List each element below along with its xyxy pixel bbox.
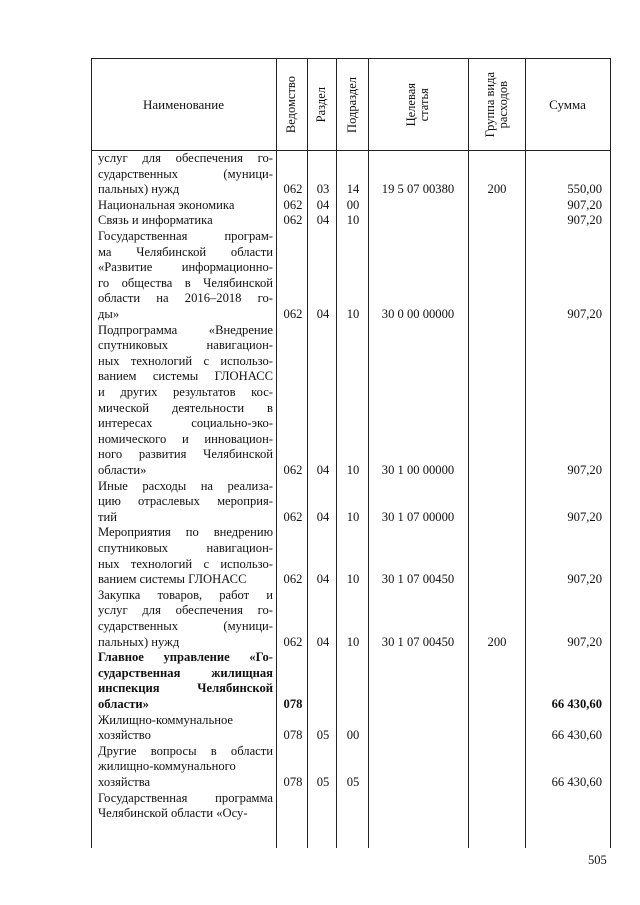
header-name-cell: [91, 59, 276, 150]
row-name: [98, 525, 273, 587]
header-amount-cell: [525, 59, 610, 150]
row-target-article: 30 0 00 00000: [381, 307, 455, 321]
row-amount: 66 430,60: [551, 728, 602, 743]
row-section: 04: [316, 572, 330, 587]
table-row: [91, 151, 611, 198]
row-name-line: Подпрограмма «Внедрение: [98, 322, 273, 337]
row-amount: 907,20: [567, 509, 602, 524]
row-amount: 66 430,60: [551, 696, 602, 711]
row-name-line: номического и инновацион-: [98, 431, 273, 446]
row-name-line: цию отраслевых мероприя-: [98, 494, 273, 509]
table-row: [91, 744, 611, 791]
row-name: [98, 229, 273, 323]
row-department: 062: [283, 213, 303, 228]
page-number: 505: [588, 853, 607, 867]
row-subsection: 14: [346, 182, 360, 197]
row-name-line: пальных) нужд: [98, 634, 180, 649]
row-name: [98, 213, 273, 229]
row-name-line: области»: [98, 696, 149, 711]
row-name-line: го общества в Челябинской: [98, 275, 273, 290]
row-target-article: 30 1 07 00000: [381, 509, 455, 524]
row-department: 062: [283, 634, 303, 649]
row-section: 04: [316, 213, 330, 228]
header-expense-group-cell: [468, 59, 525, 150]
row-name-line: интересах социально-эко-: [98, 416, 273, 431]
row-name-line: Иные расходы на реализа-: [98, 478, 273, 493]
row-name-line: инспекция Челябинской: [98, 681, 273, 696]
row-name-line: Другие вопросы в области: [98, 743, 273, 758]
header-section: Раздел: [314, 86, 328, 123]
row-target-article: 30 1 00 00000: [381, 463, 455, 477]
table-row: [91, 713, 611, 744]
row-name-line: сударственная жилищная: [98, 665, 273, 680]
row-section: 04: [316, 509, 330, 524]
row-target-article: 30 1 07 00450: [381, 634, 455, 649]
row-subsection: 00: [346, 197, 360, 212]
header-subsection-cell: [336, 59, 368, 150]
budget-table: [91, 58, 611, 848]
row-name-line: Государственная программа: [98, 790, 273, 805]
row-name-line: и других результатов кос-: [98, 384, 273, 399]
row-name-line: мической деятельности в: [98, 400, 273, 415]
header-department: Ведомство: [284, 75, 298, 134]
row-name: [98, 713, 273, 744]
row-name-line: тий: [98, 509, 117, 524]
header-target-article-cell: [368, 59, 468, 150]
row-name-line: услуг для обеспечения го-: [98, 603, 273, 618]
table-row: [91, 323, 611, 479]
row-department: 062: [283, 509, 303, 524]
row-department: 062: [283, 463, 303, 477]
row-name-line: Мероприятия по внедрению: [98, 525, 273, 540]
row-name-line: Главное управление «Го-: [98, 650, 273, 665]
table-row: [91, 479, 611, 526]
row-name-line: хозяйства: [98, 774, 151, 789]
row-department: 078: [283, 696, 303, 711]
header-department-cell: [276, 59, 307, 150]
row-subsection: 10: [346, 463, 360, 477]
header-amount: Сумма: [549, 96, 586, 112]
row-department: 078: [283, 728, 303, 743]
row-name-line: ма Челябинской области: [98, 244, 273, 259]
row-name-line: ванием системы ГЛОНАСС: [98, 572, 247, 587]
header-section-cell: [307, 59, 336, 150]
row-name-line: хозяйство: [98, 728, 151, 743]
row-subsection: 10: [346, 213, 360, 228]
row-name: [98, 650, 273, 712]
row-department: 062: [283, 197, 303, 212]
row-name: [98, 151, 273, 198]
row-name-line: области на 2016–2018 го-: [98, 291, 273, 306]
row-subsection: 00: [346, 728, 360, 743]
row-subsection: 10: [346, 509, 360, 524]
table-row: [91, 229, 611, 323]
row-name-line: ды»: [98, 306, 120, 321]
row-name-line: Связь и информатика: [98, 213, 213, 228]
row-name-line: «Развитие информационно-: [98, 260, 273, 275]
table-row: [91, 588, 611, 650]
row-amount: 907,20: [567, 213, 602, 228]
table-row: [91, 650, 611, 712]
row-department: 062: [283, 307, 303, 321]
row-department: 062: [283, 182, 303, 197]
row-name: [98, 588, 273, 650]
row-name-line: ных технологий с использо-: [98, 353, 273, 368]
row-name: [98, 323, 273, 479]
header-target-article: Целевая статья: [404, 82, 431, 127]
row-name: [98, 791, 273, 822]
table-row: [91, 213, 611, 229]
row-section: 04: [316, 634, 330, 649]
table-row: [91, 791, 611, 822]
row-subsection: 10: [346, 634, 360, 649]
table-row: [91, 198, 611, 214]
row-subsection: 10: [346, 572, 360, 587]
row-expense-group: 200: [487, 634, 507, 649]
row-department: 062: [283, 572, 303, 587]
row-name-line: жилищно-коммунального: [98, 759, 236, 774]
row-section: 03: [316, 182, 330, 197]
header-subsection: Подраздел: [344, 76, 359, 133]
row-name-line: услуг для обеспечения го-: [98, 151, 273, 165]
row-target-article: 19 5 07 00380: [381, 182, 455, 197]
row-amount: 907,20: [567, 634, 602, 649]
row-amount: 66 430,60: [551, 775, 602, 789]
row-section: 05: [316, 728, 330, 743]
row-expense-group: 200: [487, 182, 507, 197]
row-amount: 907,20: [567, 197, 602, 212]
row-name-line: сударственных (муници-: [98, 618, 273, 633]
row-name-line: ного развития Челябинской: [98, 447, 273, 462]
header-expense-group: Группа вида расходов: [482, 71, 510, 138]
row-name-line: ванием системы ГЛОНАСС: [98, 369, 273, 384]
header-name: Наименование: [143, 96, 224, 112]
row-section: 04: [316, 307, 330, 321]
row-name-line: Челябинской области «Осу-: [98, 806, 248, 821]
row-name: [98, 744, 273, 791]
row-amount: 907,20: [567, 572, 602, 587]
row-amount: 907,20: [567, 463, 602, 477]
table-header: [91, 58, 611, 151]
row-name-line: области»: [98, 462, 147, 477]
row-target-article: 30 1 07 00450: [381, 572, 455, 587]
row-name-line: Жилищно-коммунальное: [98, 712, 233, 727]
row-name-line: ных технологий с использо-: [98, 556, 273, 571]
row-department: 078: [283, 775, 303, 789]
row-name-line: Закупка товаров, работ и: [98, 587, 273, 602]
row-name-line: спутниковых навигацион-: [98, 338, 273, 353]
row-section: 04: [316, 463, 330, 477]
row-name: [98, 198, 273, 214]
table-row: [91, 525, 611, 587]
row-name-line: Государственная програм-: [98, 229, 273, 243]
row-name-line: пальных) нужд: [98, 182, 180, 197]
row-name: [98, 479, 273, 526]
row-name-line: сударственных (муници-: [98, 166, 273, 181]
row-section: 04: [316, 197, 330, 212]
row-subsection: 10: [346, 307, 360, 321]
row-amount: 550,00: [567, 182, 602, 197]
row-section: 05: [316, 775, 330, 789]
row-amount: 907,20: [567, 307, 602, 321]
row-name-line: Национальная экономика: [98, 197, 235, 212]
row-name-line: спутниковых навигацион-: [98, 540, 273, 555]
row-subsection: 05: [346, 775, 360, 789]
